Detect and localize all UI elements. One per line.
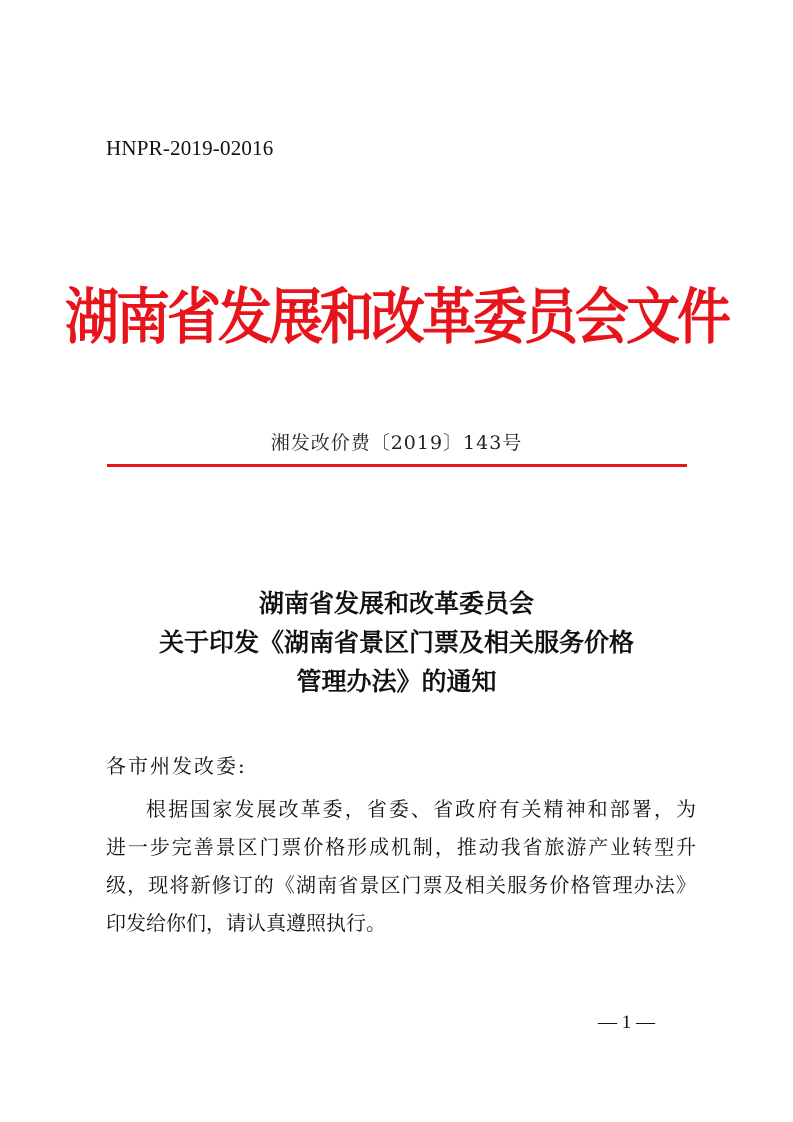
body-line: 印发给你们，请认真遵照执行。 [106,911,386,935]
salutation: 各市州发改委: [106,754,247,778]
document-number: 湘发改价费〔2019〕143号 [270,432,523,454]
masthead-title: 湖南省发展和改革委员会文件 [65,281,728,352]
notice-title-line: 管理办法》的通知 [296,667,497,696]
body-line: 进一步完善景区门票价格形成机制，推动我省旅游产业转型升 [106,835,696,859]
page-number: — 1 — [598,1012,655,1033]
body-line: 根据国家发展改革委，省委、省政府有关精神和部署，为 [146,797,696,821]
notice-title-line: 关于印发《湖南省景区门票及相关服务价格 [158,628,634,657]
red-divider-line [107,464,687,467]
body-paragraph [106,790,696,942]
body-line: 级，现将新修订的《湖南省景区门票及相关服务价格管理办法》 [106,873,696,897]
document-code: HNPR-2019-02016 [106,136,274,160]
notice-title [0,584,793,701]
notice-title-line: 湖南省发展和改革委员会 [258,589,534,618]
